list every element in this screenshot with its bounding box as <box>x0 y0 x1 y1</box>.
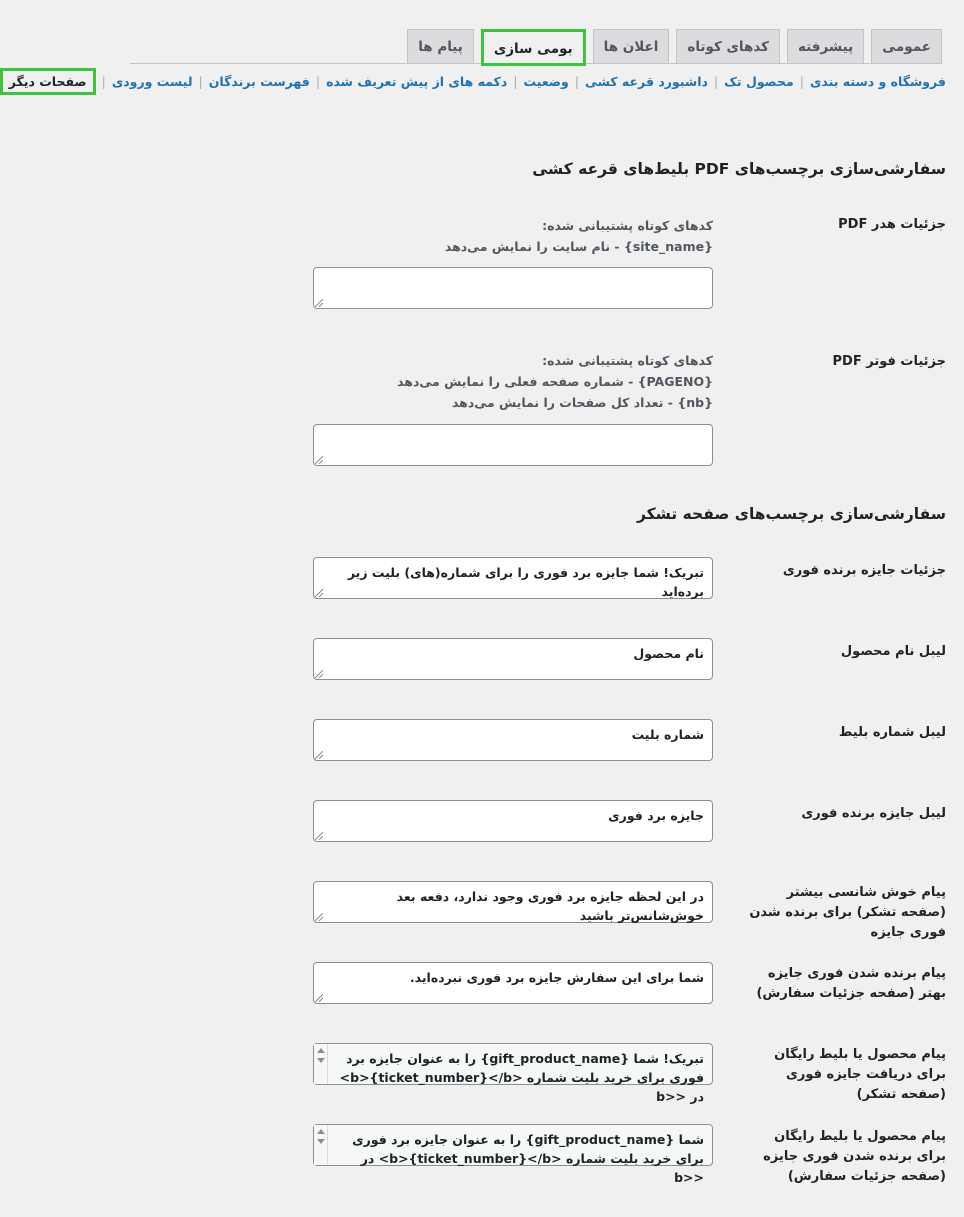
pdf-footer-description <box>397 350 713 413</box>
scroll-down-icon[interactable] <box>317 1139 325 1144</box>
subnav-other-pages[interactable]: صفحات دیگر <box>0 68 96 95</box>
subnav-separator: | <box>513 74 518 89</box>
instant-win-details-label: جزئیات جایزه برنده فوری <box>782 563 946 578</box>
pdf-header-label: جزئیات هدر PDF <box>838 217 946 232</box>
pdf-header-description <box>445 215 713 257</box>
subnav-status[interactable]: وضعیت <box>523 74 569 89</box>
product-name-label: لیبل نام محصول <box>840 644 946 659</box>
instant-win-details-value: تبریک! شما جایزه برد فوری را برای شماره(های) بلیت زیر برده‌اید <box>347 565 704 599</box>
resize-grip-icon[interactable] <box>315 670 323 678</box>
subnav-separator: | <box>101 74 106 89</box>
resize-grip-icon[interactable] <box>315 299 323 307</box>
instant-win-prize-value: جایزه برد فوری <box>608 808 704 823</box>
better-luck-thanks-value: در این لحظه جایزه برد فوری وجود ندارد، دفعه بعد خوش‌شانس‌تر باشید <box>396 889 704 923</box>
better-luck-order-value: شما برای این سفارش جایزه برد فوری نبرده‌اید. <box>409 970 704 985</box>
settings-tabs <box>130 27 942 64</box>
gift-product-thanks-label: پیام محصول یا بلیط رایگان برای دریافت جایزه فوری (صفحه تشکر) <box>774 1047 946 1102</box>
subnav-shop-category[interactable]: فروشگاه و دسته بندی <box>809 74 946 89</box>
scrollbar[interactable] <box>314 1044 328 1084</box>
subnav-predefined-buttons[interactable]: دکمه های از پیش تعریف شده <box>326 74 508 89</box>
pdf-footer-textarea[interactable] <box>313 424 713 466</box>
tab-advanced[interactable]: پیشرفته <box>787 29 864 63</box>
resize-grip-icon[interactable] <box>315 456 323 464</box>
pdf-footer-desc-title: کدهای کوتاه پشتیبانی شده: <box>542 353 713 368</box>
subnav-separator: | <box>713 74 719 89</box>
tab-messages[interactable]: پیام ها <box>407 29 474 63</box>
pdf-footer-label: جزئیات فوتر PDF <box>832 354 946 369</box>
better-luck-thanks-textarea[interactable] <box>313 881 713 923</box>
pdf-header-desc-line: {site_name} - نام سایت را نمایش می‌دهد <box>444 239 713 254</box>
instant-win-prize-label: لیبل جایزه برنده فوری <box>801 806 946 821</box>
subnav-separator: | <box>315 74 321 89</box>
tab-localization[interactable]: بومی سازی <box>481 29 586 66</box>
subnav <box>8 68 946 95</box>
pdf-header-desc-title: کدهای کوتاه پشتیبانی شده: <box>542 218 713 233</box>
resize-grip-icon[interactable] <box>315 751 323 759</box>
instant-win-details-textarea[interactable] <box>313 557 713 599</box>
resize-grip-icon[interactable] <box>315 832 323 840</box>
subnav-separator: | <box>198 74 203 89</box>
gift-product-order-label: پیام محصول یا بلیط رایگان برای برنده شدن فوری جایزه (صفحه جزئیات سفارش) <box>763 1129 946 1184</box>
gift-product-order-value: شما {gift_product_name} را به عنوان جایزه برد فوری برای خرید بلیت شماره <b>{ticket_number}</b> در <<b <box>352 1132 704 1185</box>
tab-shortcodes[interactable]: کدهای کوتاه <box>676 29 780 63</box>
ticket-number-label: لیبل شماره بلیط <box>838 725 946 740</box>
subnav-lottery-dashboard[interactable]: داشبورد قرعه کشی <box>584 74 708 89</box>
gift-product-order-textarea[interactable] <box>313 1124 713 1185</box>
instant-win-prize-textarea[interactable] <box>313 800 713 842</box>
better-luck-order-textarea[interactable] <box>313 962 713 1004</box>
gift-product-thanks-textarea[interactable] <box>313 1043 713 1104</box>
resize-grip-icon[interactable] <box>315 589 323 597</box>
scrollbar[interactable] <box>314 1125 328 1165</box>
subnav-winners-list[interactable]: فهرست برندگان <box>208 74 310 89</box>
pdf-footer-desc-line: {PAGENO} - شماره صفحه فعلی را نمایش می‌دهد <box>397 374 713 389</box>
section-title-pdf: سفارشی‌سازی برچسب‌های PDF بلیط‌های قرعه کشی <box>532 160 946 178</box>
scroll-down-icon[interactable] <box>317 1058 325 1063</box>
product-name-value: نام محصول <box>633 646 704 661</box>
subnav-separator: | <box>574 74 579 89</box>
gift-product-thanks-value: تبریک! شما {gift_product_name} را به عنوان جایزه برد فوری برای خرید بلیت شماره <b>{ticket_number}</b> در <<b <box>339 1051 704 1104</box>
pdf-header-textarea[interactable] <box>313 267 713 309</box>
scroll-up-icon[interactable] <box>317 1048 325 1053</box>
subnav-entry-list[interactable]: لیست ورودی <box>111 74 193 89</box>
tab-general[interactable]: عمومی <box>871 29 942 63</box>
pdf-footer-desc-line: {nb} - تعداد کل صفحات را نمایش می‌دهد <box>451 395 713 410</box>
subnav-separator: | <box>799 74 804 89</box>
scroll-up-icon[interactable] <box>317 1129 325 1134</box>
resize-grip-icon[interactable] <box>315 913 323 921</box>
better-luck-order-label: پیام برنده شدن فوری جایزه بهتر (صفحه جزئیات سفارش) <box>756 966 946 1001</box>
subnav-single-product[interactable]: محصول تک <box>724 74 794 89</box>
ticket-number-textarea[interactable] <box>313 719 713 761</box>
section-title-thanks: سفارشی‌سازی برچسب‌های صفحه تشکر <box>637 505 946 523</box>
tab-notifications[interactable]: اعلان ها <box>593 29 670 63</box>
ticket-number-value: شماره بلیت <box>631 727 704 742</box>
resize-grip-icon[interactable] <box>315 994 323 1002</box>
product-name-textarea[interactable] <box>313 638 713 680</box>
better-luck-thanks-label: پیام خوش شانسی بیشتر (صفحه تشکر) برای برنده شدن فوری جایزه <box>749 885 946 940</box>
